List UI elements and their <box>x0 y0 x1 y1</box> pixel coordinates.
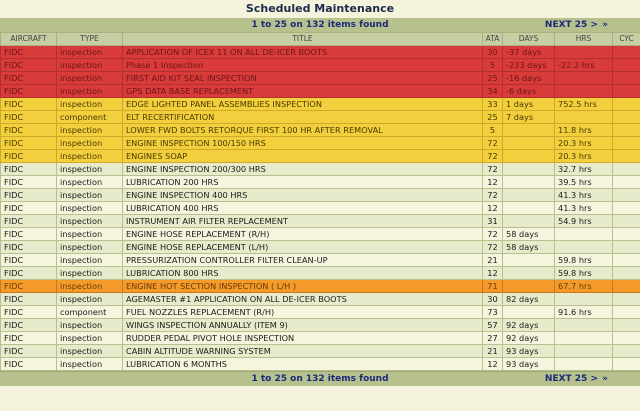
cell-hrs: 54.9 hrs <box>555 215 613 228</box>
page-title: Scheduled Maintenance <box>0 0 640 18</box>
cell-cyc <box>613 345 640 358</box>
cell-title[interactable]: ENGINE INSPECTION 200/300 HRS <box>123 163 483 176</box>
cell-cyc <box>613 241 640 254</box>
cell-cyc <box>613 189 640 202</box>
cell-hrs <box>555 358 613 371</box>
cell-days <box>503 124 555 137</box>
cell-cyc <box>613 150 640 163</box>
cell-cyc <box>613 59 640 72</box>
cell-hrs <box>555 111 613 124</box>
cell-days <box>503 150 555 163</box>
cell-cyc <box>613 254 640 267</box>
cell-hrs <box>555 72 613 85</box>
cell-type: component <box>57 306 123 319</box>
table-header-row <box>1 33 640 46</box>
cell-title[interactable]: Phase 1 Inspection <box>123 59 483 72</box>
cell-days <box>503 215 555 228</box>
cell-days <box>503 280 555 293</box>
cell-cyc <box>613 85 640 98</box>
pager-summary: 1 to 25 on 132 items found <box>251 20 389 30</box>
cell-cyc <box>613 306 640 319</box>
cell-cyc <box>613 202 640 215</box>
cell-days: 92 days <box>503 332 555 345</box>
table-row[interactable] <box>1 280 640 293</box>
cell-hrs: 59.8 hrs <box>555 267 613 280</box>
cell-hrs <box>555 228 613 241</box>
table-row[interactable] <box>1 332 640 345</box>
cell-aircraft: FIDC <box>1 267 57 280</box>
table-row[interactable] <box>1 137 640 150</box>
cell-days: 1 days <box>503 98 555 111</box>
cell-type: inspection <box>57 59 123 72</box>
cell-aircraft: FIDC <box>1 163 57 176</box>
cell-aircraft: FIDC <box>1 241 57 254</box>
table-row[interactable] <box>1 189 640 202</box>
table-row[interactable] <box>1 85 640 98</box>
cell-cyc <box>613 46 640 59</box>
cell-ata: 21 <box>483 345 503 358</box>
cell-ata: 34 <box>483 85 503 98</box>
cell-cyc <box>613 111 640 124</box>
cell-type: inspection <box>57 137 123 150</box>
cell-hrs: 11.8 hrs <box>555 124 613 137</box>
cell-days <box>503 254 555 267</box>
cell-type: inspection <box>57 254 123 267</box>
table-row[interactable] <box>1 46 640 59</box>
cell-type: inspection <box>57 319 123 332</box>
cell-cyc <box>613 137 640 150</box>
cell-type: inspection <box>57 228 123 241</box>
table-row[interactable] <box>1 306 640 319</box>
cell-title[interactable]: GPS DATA BASE REPLACEMENT <box>123 85 483 98</box>
cell-title[interactable]: PRESSURIZATION CONTROLLER FILTER CLEAN-UP <box>123 254 483 267</box>
cell-title[interactable]: CABIN ALTITUDE WARNING SYSTEM <box>123 345 483 358</box>
cell-hrs: 41.3 hrs <box>555 202 613 215</box>
cell-aircraft: FIDC <box>1 254 57 267</box>
cell-type: inspection <box>57 163 123 176</box>
cell-hrs <box>555 85 613 98</box>
cell-ata: 12 <box>483 202 503 215</box>
cell-cyc <box>613 215 640 228</box>
cell-type: inspection <box>57 124 123 137</box>
cell-type: inspection <box>57 358 123 371</box>
cell-type: inspection <box>57 98 123 111</box>
cell-title[interactable]: FIRST AID KIT SEAL INSPECTION <box>123 72 483 85</box>
cell-type: inspection <box>57 46 123 59</box>
cell-type: inspection <box>57 280 123 293</box>
cell-hrs <box>555 46 613 59</box>
cell-title[interactable]: ENGINE HOSE REPLACEMENT (L/H) <box>123 241 483 254</box>
cell-ata: 72 <box>483 228 503 241</box>
cell-ata: 72 <box>483 241 503 254</box>
cell-ata: 72 <box>483 189 503 202</box>
table-row[interactable] <box>1 111 640 124</box>
cell-title[interactable]: LUBRICATION 800 HRS <box>123 267 483 280</box>
table-row[interactable] <box>1 267 640 280</box>
table-row[interactable] <box>1 163 640 176</box>
table-row[interactable] <box>1 293 640 306</box>
cell-type: inspection <box>57 85 123 98</box>
cell-days: -6 days <box>503 85 555 98</box>
cell-cyc <box>613 267 640 280</box>
cell-type: inspection <box>57 332 123 345</box>
cell-ata: 27 <box>483 332 503 345</box>
table-row[interactable] <box>1 254 640 267</box>
cell-type: inspection <box>57 202 123 215</box>
cell-aircraft: FIDC <box>1 98 57 111</box>
cell-title[interactable]: FUEL NOZZLES REPLACEMENT (R/H) <box>123 306 483 319</box>
cell-aircraft: FIDC <box>1 293 57 306</box>
column-header-hrs[interactable]: HRS <box>555 33 613 46</box>
cell-ata: 30 <box>483 46 503 59</box>
cell-hrs: 752.5 hrs <box>555 98 613 111</box>
next-page-link[interactable]: NEXT 25 > <box>544 20 598 30</box>
cell-aircraft: FIDC <box>1 319 57 332</box>
pager-bottom <box>0 371 640 386</box>
cell-ata: 21 <box>483 254 503 267</box>
column-header-days[interactable]: DAYS <box>503 33 555 46</box>
cell-hrs <box>555 293 613 306</box>
cell-days: 93 days <box>503 358 555 371</box>
pager-summary-bottom: 1 to 25 on 132 items found <box>251 374 389 384</box>
cell-hrs: -22.2 hrs <box>555 59 613 72</box>
cell-ata: 5 <box>483 124 503 137</box>
last-page-link-bottom[interactable]: » <box>602 374 608 384</box>
cell-days: 82 days <box>503 293 555 306</box>
last-page-link[interactable]: » <box>602 20 608 30</box>
cell-aircraft: FIDC <box>1 85 57 98</box>
cell-title[interactable]: RUDDER PEDAL PIVOT HOLE INSPECTION <box>123 332 483 345</box>
cell-days: 58 days <box>503 241 555 254</box>
cell-days <box>503 306 555 319</box>
cell-cyc <box>613 163 640 176</box>
cell-ata: 72 <box>483 163 503 176</box>
cell-cyc <box>613 98 640 111</box>
cell-type: component <box>57 111 123 124</box>
cell-title[interactable]: ENGINE INSPECTION 100/150 HRS <box>123 137 483 150</box>
cell-title[interactable]: LUBRICATION 200 HRS <box>123 176 483 189</box>
cell-ata: 12 <box>483 267 503 280</box>
next-page-link-bottom[interactable]: NEXT 25 > <box>544 374 598 384</box>
cell-type: inspection <box>57 345 123 358</box>
cell-ata: 31 <box>483 215 503 228</box>
cell-days <box>503 163 555 176</box>
cell-aircraft: FIDC <box>1 215 57 228</box>
cell-cyc <box>613 280 640 293</box>
cell-hrs <box>555 345 613 358</box>
cell-type: inspection <box>57 293 123 306</box>
cell-hrs <box>555 241 613 254</box>
cell-title[interactable]: AGEMASTER #1 APPLICATION ON ALL DE-ICER BOOTS <box>123 293 483 306</box>
cell-title[interactable]: LUBRICATION 6 MONTHS <box>123 358 483 371</box>
cell-aircraft: FIDC <box>1 280 57 293</box>
cell-ata: 5 <box>483 59 503 72</box>
cell-aircraft: FIDC <box>1 111 57 124</box>
table-row[interactable] <box>1 358 640 371</box>
cell-title[interactable]: ENGINE HOSE REPLACEMENT (R/H) <box>123 228 483 241</box>
cell-aircraft: FIDC <box>1 306 57 319</box>
cell-ata: 57 <box>483 319 503 332</box>
cell-ata: 71 <box>483 280 503 293</box>
cell-cyc <box>613 358 640 371</box>
cell-hrs: 20.3 hrs <box>555 137 613 150</box>
cell-aircraft: FIDC <box>1 46 57 59</box>
cell-ata: 25 <box>483 111 503 124</box>
cell-days: -233 days <box>503 59 555 72</box>
cell-ata: 25 <box>483 72 503 85</box>
table-row[interactable] <box>1 215 640 228</box>
cell-cyc <box>613 332 640 345</box>
cell-hrs <box>555 319 613 332</box>
cell-type: inspection <box>57 72 123 85</box>
cell-aircraft: FIDC <box>1 189 57 202</box>
column-header-ata[interactable]: ATA <box>483 33 503 46</box>
cell-hrs: 91.6 hrs <box>555 306 613 319</box>
cell-ata: 72 <box>483 150 503 163</box>
cell-cyc <box>613 293 640 306</box>
table-row[interactable] <box>1 150 640 163</box>
cell-days <box>503 176 555 189</box>
cell-hrs: 59.8 hrs <box>555 254 613 267</box>
cell-days: 58 days <box>503 228 555 241</box>
cell-hrs: 67.7 hrs <box>555 280 613 293</box>
cell-hrs: 39.5 hrs <box>555 176 613 189</box>
table-row[interactable] <box>1 59 640 72</box>
cell-aircraft: FIDC <box>1 228 57 241</box>
cell-ata: 33 <box>483 98 503 111</box>
cell-title[interactable]: APPLICATION OF ICEX 11 ON ALL DE-ICER BOOTS <box>123 46 483 59</box>
cell-title[interactable]: LOWER FWD BOLTS RETORQUE FIRST 100 HR AFTER REMOVAL <box>123 124 483 137</box>
cell-type: inspection <box>57 176 123 189</box>
table-row[interactable] <box>1 345 640 358</box>
cell-days: 7 days <box>503 111 555 124</box>
table-row[interactable] <box>1 228 640 241</box>
pager-top <box>0 18 640 32</box>
cell-type: inspection <box>57 189 123 202</box>
cell-aircraft: FIDC <box>1 176 57 189</box>
cell-ata: 73 <box>483 306 503 319</box>
table-row[interactable] <box>1 241 640 254</box>
column-header-title[interactable]: TITLE <box>123 33 483 46</box>
cell-title[interactable]: LUBRICATION 400 HRS <box>123 202 483 215</box>
cell-cyc <box>613 124 640 137</box>
cell-title[interactable]: ELT RECERTIFICATION <box>123 111 483 124</box>
cell-title[interactable]: WINGS INSPECTION ANNUALLY (ITEM 9) <box>123 319 483 332</box>
cell-days: -37 days <box>503 46 555 59</box>
table-row[interactable] <box>1 124 640 137</box>
cell-cyc <box>613 319 640 332</box>
table-row[interactable] <box>1 319 640 332</box>
table-body <box>1 46 640 371</box>
cell-title[interactable]: ENGINES SOAP <box>123 150 483 163</box>
table-row[interactable] <box>1 176 640 189</box>
cell-aircraft: FIDC <box>1 137 57 150</box>
cell-aircraft: FIDC <box>1 59 57 72</box>
cell-days: -16 days <box>503 72 555 85</box>
cell-days: 93 days <box>503 345 555 358</box>
cell-days <box>503 267 555 280</box>
cell-title[interactable]: INSTRUMENT AIR FILTER REPLACEMENT <box>123 215 483 228</box>
cell-title[interactable]: EDGE LIGHTED PANEL ASSEMBLIES INSPECTION <box>123 98 483 111</box>
cell-type: inspection <box>57 267 123 280</box>
cell-title[interactable]: ENGINE INSPECTION 400 HRS <box>123 189 483 202</box>
cell-type: inspection <box>57 215 123 228</box>
cell-ata: 30 <box>483 293 503 306</box>
cell-hrs <box>555 332 613 345</box>
cell-cyc <box>613 176 640 189</box>
cell-days: 92 days <box>503 319 555 332</box>
cell-aircraft: FIDC <box>1 202 57 215</box>
maintenance-table <box>0 32 640 371</box>
table-row[interactable] <box>1 72 640 85</box>
cell-hrs: 41.3 hrs <box>555 189 613 202</box>
cell-type: inspection <box>57 150 123 163</box>
cell-hrs: 32.7 hrs <box>555 163 613 176</box>
cell-ata: 12 <box>483 176 503 189</box>
column-header-cyc[interactable]: CYC <box>613 33 640 46</box>
table-row[interactable] <box>1 98 640 111</box>
table-row[interactable] <box>1 202 640 215</box>
cell-days <box>503 189 555 202</box>
cell-aircraft: FIDC <box>1 72 57 85</box>
cell-cyc <box>613 72 640 85</box>
cell-cyc <box>613 228 640 241</box>
cell-ata: 12 <box>483 358 503 371</box>
cell-aircraft: FIDC <box>1 332 57 345</box>
cell-aircraft: FIDC <box>1 124 57 137</box>
cell-title[interactable]: ENGINE HOT SECTION INSPECTION ( L/H ) <box>123 280 483 293</box>
cell-hrs: 20.3 hrs <box>555 150 613 163</box>
cell-aircraft: FIDC <box>1 358 57 371</box>
column-header-type[interactable]: TYPE <box>57 33 123 46</box>
cell-days <box>503 137 555 150</box>
column-header-aircraft[interactable]: AIRCRAFT <box>1 33 57 46</box>
cell-aircraft: FIDC <box>1 150 57 163</box>
cell-aircraft: FIDC <box>1 345 57 358</box>
cell-days <box>503 202 555 215</box>
cell-type: inspection <box>57 241 123 254</box>
cell-ata: 72 <box>483 137 503 150</box>
